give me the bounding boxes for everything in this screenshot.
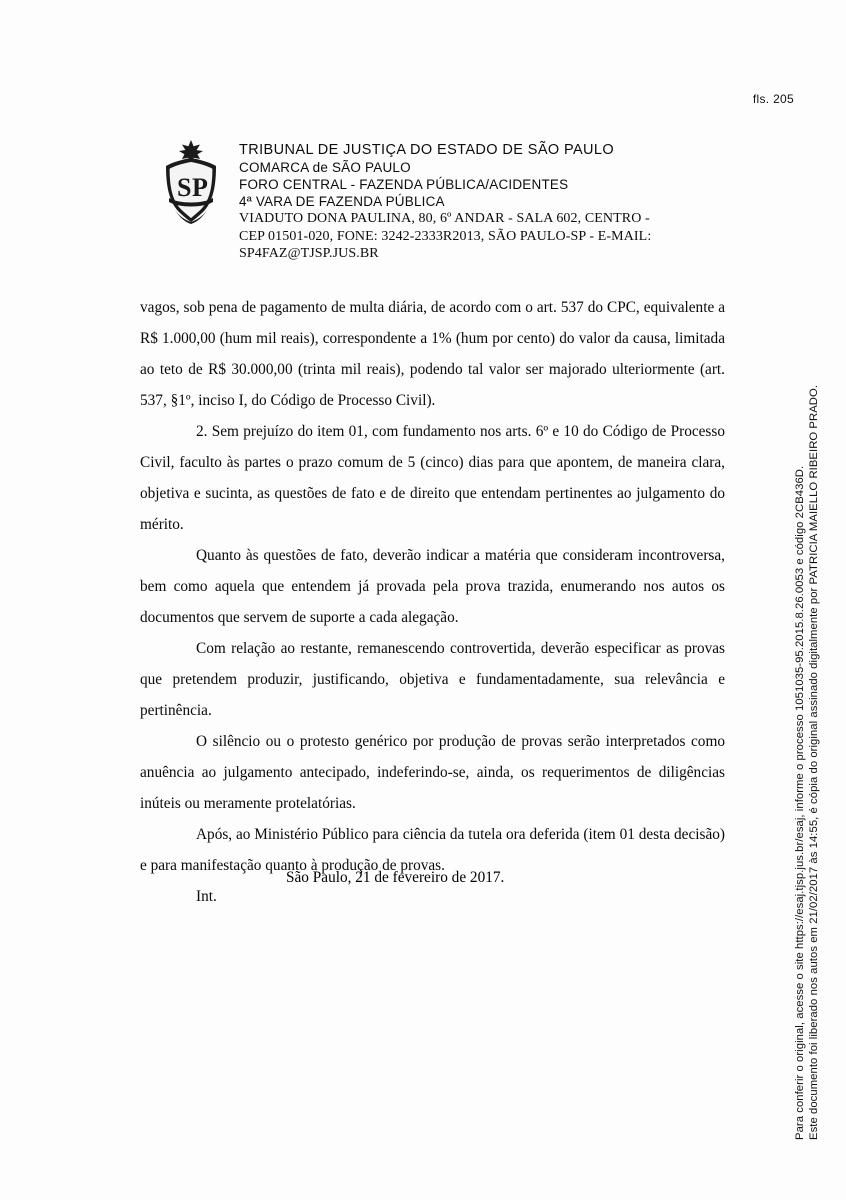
place-and-date: São Paulo, 21 de fevereiro de 2017. bbox=[286, 869, 505, 886]
stamp-line-2: Para conferir o original, acesse o site https://esaj.tjsp.jus.br/esaj, informe o processo 1051035-95.2015.8.26.0053 e código 2CB436D. bbox=[794, 465, 806, 1140]
paragraph-2: 2. Sem prejuízo do item 01, com fundamento nos arts. 6º e 10 do Código de Processo Civil, faculto às partes o prazo comum de 5 (cinco) dias para que apontem, de maneira clara, objetiva e sucinta, as questões de fato e de direito que entendam pertinentes ao julgamento do mérito. bbox=[140, 423, 725, 533]
document-body bbox=[140, 292, 725, 912]
svg-text:P: P bbox=[192, 173, 208, 202]
court-name: TRIBUNAL DE JUSTIÇA DO ESTADO DE SÃO PAULO bbox=[239, 142, 615, 158]
email-address: SP4FAZ@TJSP.JUS.BR bbox=[239, 246, 379, 261]
svg-text:S: S bbox=[177, 173, 192, 202]
coat-of-arms-icon bbox=[155, 138, 227, 226]
comarca: COMARCA de SÃO PAULO bbox=[239, 160, 411, 175]
header-text-block bbox=[239, 138, 651, 263]
folio-number: fls. 205 bbox=[752, 92, 794, 106]
paragraph-5: O silêncio ou o protesto genérico por produção de provas serão interpretados como anuência ao julgamento antecipado, indeferindo-se, ainda, os requerimentos de diligências inúteis ou meramente protelatórias. bbox=[140, 733, 725, 812]
document-header bbox=[155, 138, 715, 263]
paragraph-1: vagos, sob pena de pagamento de multa diária, de acordo com o art. 537 do CPC, equivalente a R$ 1.000,00 (hum mil reais), correspondente a 1% (hum por cento) do valor da causa, limitada ao teto de R$ 30.000,00 (trinta mil reais), podendo tal valor ser majorado ulteriormente (art. 537, §1º, inciso I, do Código de Processo Civil). bbox=[140, 299, 725, 409]
paragraph-7: Int. bbox=[196, 888, 217, 905]
paragraph-3: Quanto às questões de fato, deverão indicar a matéria que consideram incontroversa, bem como aquela que entendem já provada pela prova trazida, enumerando nos autos os documentos que servem de suporte a cada alegação. bbox=[140, 547, 725, 626]
vara: 4ª VARA DE FAZENDA PÚBLICA bbox=[239, 194, 445, 209]
foro: FORO CENTRAL - FAZENDA PÚBLICA/ACIDENTES bbox=[239, 177, 569, 192]
paragraph-4: Com relação ao restante, remanescendo controvertida, deverão especificar as provas que pretendem produzir, justificando, objetiva e fundamentadamente, sua relevância e pertinência. bbox=[140, 640, 725, 719]
paragraph-6: Após, ao Ministério Público para ciência da tutela ora deferida (item 01 desta decisão) e para manifestação quanto à produção de provas. bbox=[140, 826, 725, 874]
address-line-2: CEP 01501-020, FONE: 3242-2333R2013, SÃO PAULO-SP - E-MAIL: bbox=[239, 228, 652, 244]
address-line-1: VIADUTO DONA PAULINA, 80, 6º ANDAR - SALA 602, CENTRO - bbox=[239, 211, 650, 226]
stamp-line-1: Este documento foi liberado nos autos em 21/02/2017 às 14:55, é cópia do original assinado digitalmente por PATRICIA MAIELLO RIBEIRO PRADO. bbox=[808, 384, 820, 1140]
digital-signature-stamp bbox=[794, 300, 832, 1140]
